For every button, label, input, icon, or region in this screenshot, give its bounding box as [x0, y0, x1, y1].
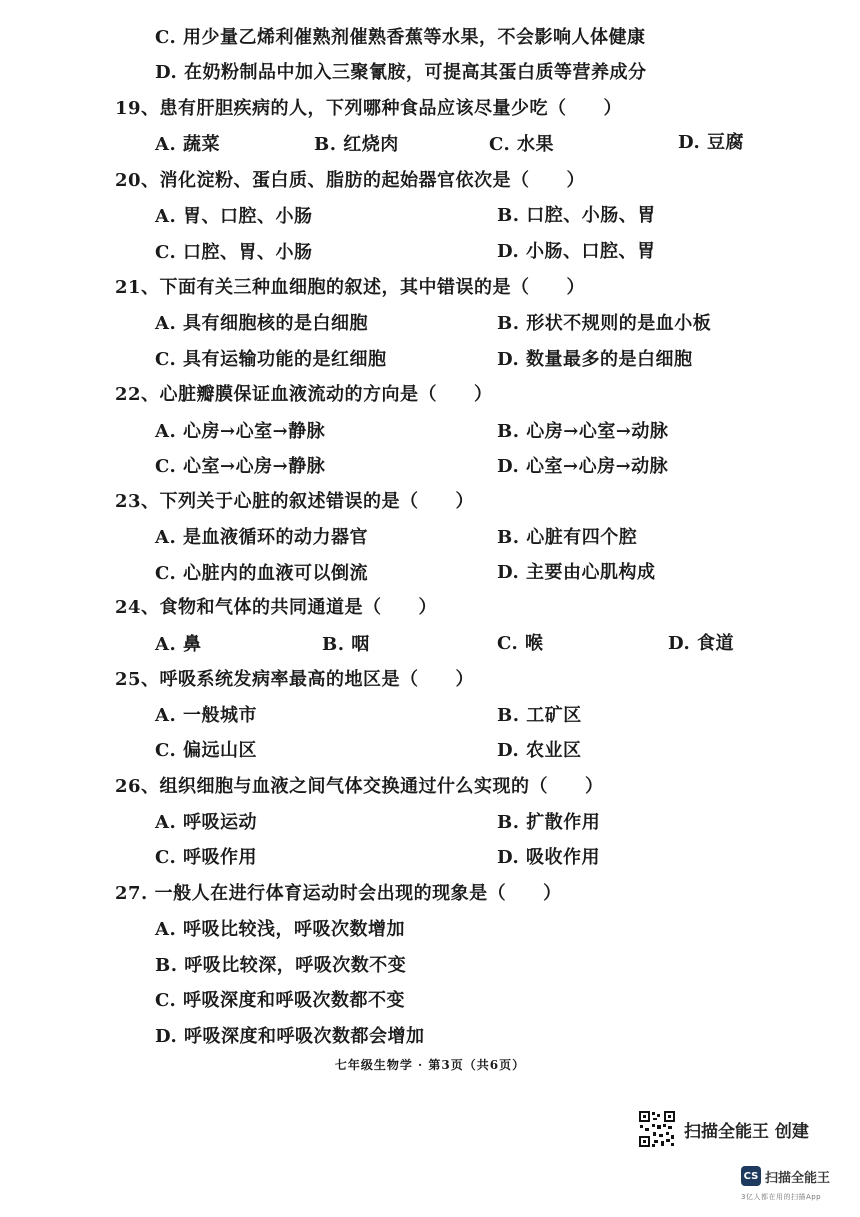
q22-option-d: D. 心室→心房→动脉 — [497, 456, 669, 477]
page-footer: 七年级生物学 · 第3页（共6页） — [334, 1058, 526, 1072]
q19-option-d: D. 豆腐 — [678, 132, 745, 153]
q23-option-c: C. 心脏内的血液可以倒流 — [155, 563, 369, 584]
q21-option-b: B. 形状不规则的是血小板 — [497, 313, 712, 334]
question-22: 22、心脏瓣膜保证血液流动的方向是（ ） — [115, 384, 493, 405]
q27-option-a: A. 呼吸比较浅，呼吸次数增加 — [155, 919, 405, 940]
q24-option-c: C. 喉 — [497, 633, 544, 654]
q24-option-a: A. 鼻 — [155, 634, 202, 655]
q22-option-b: B. 心房→心室→动脉 — [497, 421, 669, 442]
question-19: 19、患有肝胆疾病的人，下列哪种食品应该尽量少吃（ ） — [115, 98, 623, 119]
q27-option-c: C. 呼吸深度和呼吸次数都不变 — [155, 990, 406, 1011]
qr-code-icon — [638, 1110, 676, 1148]
question-20: 20、消化淀粉、蛋白质、脂肪的起始器官依次是（ ） — [115, 170, 586, 191]
q22-option-c: C. 心室→心房→静脉 — [155, 456, 326, 477]
q26-option-a: A. 呼吸运动 — [155, 812, 257, 833]
question-25: 25、呼吸系统发病率最高的地区是（ ） — [115, 669, 475, 690]
q27-option-d: D. 呼吸深度和呼吸次数都会增加 — [155, 1026, 425, 1047]
q25-option-b: B. 工矿区 — [497, 705, 582, 726]
q24-option-b: B. 咽 — [322, 634, 370, 655]
q21-option-d: D. 数量最多的是白细胞 — [497, 349, 693, 370]
q18-option-d: D. 在奶粉制品中加入三聚氰胺，可提高其蛋白质等营养成分 — [155, 62, 647, 83]
q19-option-a: A. 蔬菜 — [155, 134, 220, 155]
q18-option-c: C. 用少量乙烯利催熟剂催熟香蕉等水果，不会影响人体健康 — [155, 27, 646, 48]
question-21: 21、下面有关三种血细胞的叙述，其中错误的是（ ） — [115, 277, 586, 298]
q19-option-c: C. 水果 — [489, 134, 555, 155]
cs-logo-icon: CS — [741, 1166, 761, 1186]
scanner-watermark — [638, 1109, 809, 1149]
app-slogan: 3亿人都在用的扫描App — [741, 1193, 822, 1201]
q23-option-d: D. 主要由心肌构成 — [497, 562, 656, 583]
q20-option-a: A. 胃、口腔、小肠 — [155, 206, 313, 227]
question-26: 26、组织细胞与血液之间气体交换通过什么实现的（ ） — [115, 776, 604, 797]
q19-option-b: B. 红烧肉 — [314, 134, 399, 155]
question-23: 23、下列关于心脏的叙述错误的是（ ） — [115, 491, 475, 512]
q22-option-a: A. 心房→心室→静脉 — [155, 421, 326, 442]
q27-option-b: B. 呼吸比较深，呼吸次数不变 — [155, 955, 407, 976]
q26-option-b: B. 扩散作用 — [497, 812, 601, 833]
q20-option-c: C. 口腔、胃、小肠 — [155, 242, 313, 263]
app-badge-block — [741, 1166, 851, 1202]
watermark-brand-text: 扫描全能王 创建 — [684, 1121, 809, 1142]
q21-option-c: C. 具有运输功能的是红细胞 — [155, 349, 387, 370]
q20-option-b: B. 口腔、小肠、胃 — [497, 205, 656, 226]
q21-option-a: A. 具有细胞核的是白细胞 — [155, 313, 368, 334]
q25-option-d: D. 农业区 — [497, 740, 582, 761]
q26-option-c: C. 呼吸作用 — [155, 847, 258, 868]
q23-option-b: B. 心脏有四个腔 — [497, 527, 638, 548]
q23-option-a: A. 是血液循环的动力器官 — [155, 527, 368, 548]
q25-option-a: A. 一般城市 — [155, 705, 257, 726]
q20-option-d: D. 小肠、口腔、胃 — [497, 241, 656, 262]
question-27: 27. 一般人在进行体育运动时会出现的现象是（ ） — [115, 883, 562, 904]
q24-option-d: D. 食道 — [668, 633, 735, 654]
q26-option-d: D. 吸收作用 — [497, 847, 601, 868]
q25-option-c: C. 偏远山区 — [155, 740, 258, 761]
question-24: 24、食物和气体的共同通道是（ ） — [115, 597, 438, 618]
app-name: 扫描全能王 — [765, 1170, 831, 1186]
